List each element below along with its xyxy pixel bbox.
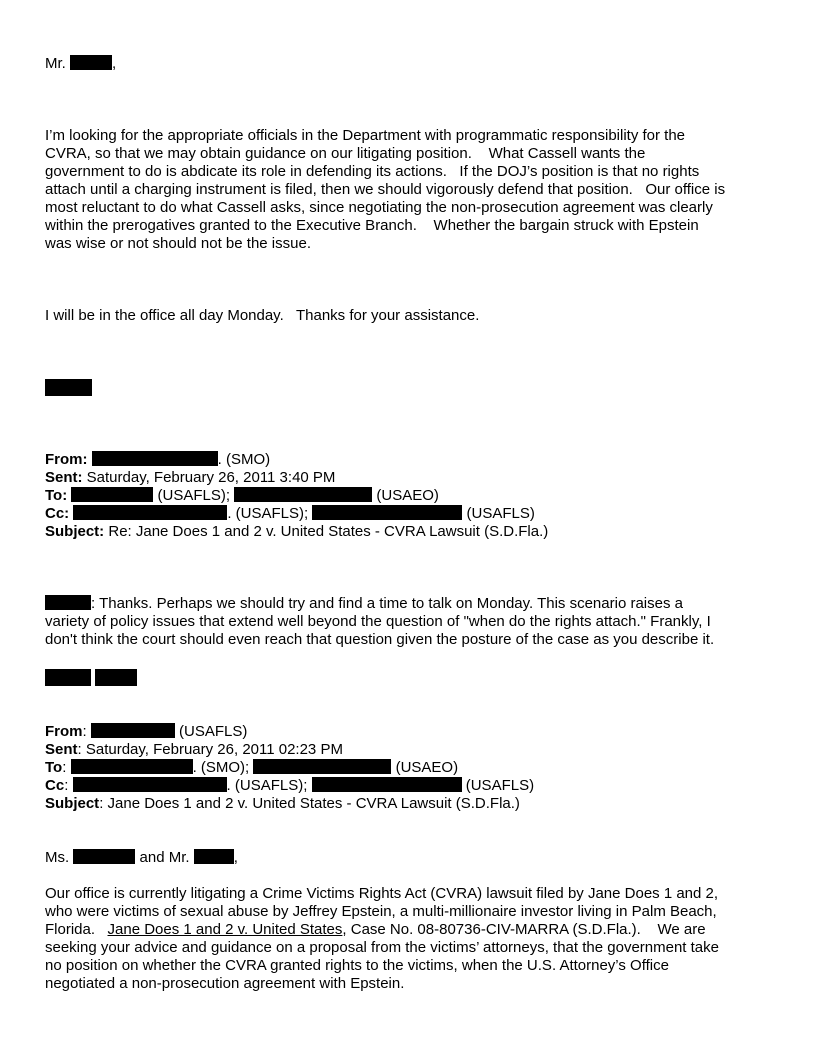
reply-line bbox=[45, 595, 683, 613]
redaction-block bbox=[91, 723, 175, 738]
body-line: I’m looking for the appropriate officials in the Department with programmatic responsibility for the bbox=[45, 127, 686, 144]
header-to bbox=[45, 759, 458, 777]
header-subject bbox=[45, 523, 548, 541]
header-from bbox=[45, 723, 247, 741]
line-prefix: Florida. bbox=[45, 921, 108, 938]
sent-label: Sent bbox=[45, 741, 78, 758]
header-cc bbox=[45, 777, 534, 795]
header-sent bbox=[45, 741, 343, 759]
salutation: Mr. bbox=[45, 55, 66, 72]
body-line: was wise or not should not be the issue. bbox=[45, 235, 311, 252]
body-line bbox=[45, 921, 706, 939]
cc-value: (USAFLS) bbox=[462, 505, 535, 522]
to-value: (USAFLS); bbox=[153, 487, 231, 504]
redaction-block bbox=[234, 487, 372, 502]
line-suffix: , Case No. 08-80736-CIV-MARRA (S.D.Fla.). We are bbox=[342, 921, 706, 938]
body-line: attach until a charging instrument is filed, then we should vigorously defend that position. Our office is bbox=[45, 181, 726, 198]
cc-value: . (USAFLS); bbox=[226, 777, 308, 794]
cc-label: Cc: bbox=[45, 505, 70, 522]
body-line: government to do is abdicate its role in defending its actions. If the DOJ’s position is that no rights bbox=[45, 163, 700, 180]
redaction-block bbox=[45, 595, 91, 610]
redaction-block bbox=[73, 777, 227, 792]
reply-line: don't think the court should even reach that question given the posture of the case as you describe it. bbox=[45, 631, 715, 648]
subject-label: Subject bbox=[45, 795, 100, 812]
redaction-block bbox=[73, 849, 135, 864]
to-label: To bbox=[45, 759, 63, 776]
redaction-block bbox=[70, 55, 112, 70]
redaction-block bbox=[312, 777, 462, 792]
colon: : bbox=[82, 723, 87, 740]
to-label: To: bbox=[45, 487, 68, 504]
redaction-block bbox=[71, 759, 193, 774]
body-line: CVRA, so that we may obtain guidance on our litigating position. What Cassell wants the bbox=[45, 145, 646, 162]
cc-value: (USAFLS) bbox=[461, 777, 535, 794]
body-line: most reluctant to do what Cassell asks, since negotiating the non-prosecution agreement was clearly bbox=[45, 199, 713, 216]
salutation: Ms. bbox=[45, 849, 70, 866]
body-line: who were victims of sexual abuse by Jeffrey Epstein, a multi-millionaire investor living in Palm Beach, bbox=[45, 903, 717, 920]
salutation-middle: and Mr. bbox=[135, 849, 190, 866]
to-value: (USAEO) bbox=[372, 487, 439, 504]
subject-value: Re: Jane Does 1 and 2 v. United States - CVRA Lawsuit (S.D.Fla.) bbox=[104, 523, 549, 540]
to-value: (USAEO) bbox=[391, 759, 459, 776]
colon: : bbox=[64, 777, 69, 794]
subject-value: : Jane Does 1 and 2 v. United States - CVRA Lawsuit (S.D.Fla.) bbox=[99, 795, 520, 812]
body-line: negotiated a non-prosecution agreement with Epstein. bbox=[45, 975, 405, 992]
redaction-block bbox=[312, 505, 462, 520]
redaction-block bbox=[92, 451, 218, 466]
salutation-comma: , bbox=[112, 55, 117, 72]
header-sent bbox=[45, 469, 335, 487]
body-line: Our office is currently litigating a Crime Victims Rights Act (CVRA) lawsuit filed by Jane Does 1 and 2, bbox=[45, 885, 719, 902]
redaction-block bbox=[71, 487, 153, 502]
redaction-block bbox=[253, 759, 391, 774]
signature-redaction bbox=[95, 669, 137, 686]
body-line: I will be in the office all day Monday. Thanks for your assistance. bbox=[45, 307, 480, 324]
reply-line: variety of policy issues that extend well beyond the question of "when do the rights attach." Frankly, I bbox=[45, 613, 711, 630]
header-subject bbox=[45, 795, 520, 813]
body-line: no position on whether the CVRA granted rights to the victims, when the U.S. Attorney’s Office bbox=[45, 957, 669, 974]
from-label: From: bbox=[45, 451, 88, 468]
to-value: . (SMO); bbox=[192, 759, 250, 776]
signature-redaction bbox=[45, 669, 91, 686]
header-cc bbox=[45, 505, 535, 523]
sent-value: Saturday, February 26, 2011 3:40 PM bbox=[82, 469, 336, 486]
from-value: (USAFLS) bbox=[174, 723, 248, 740]
case-name: Jane Does 1 and 2 v. United States bbox=[107, 921, 343, 938]
sent-value: : Saturday, February 26, 2011 02:23 PM bbox=[77, 741, 343, 758]
cc-label: Cc bbox=[45, 777, 65, 794]
cc-value: . (USAFLS); bbox=[227, 505, 309, 522]
redaction-block bbox=[194, 849, 234, 864]
colon: : bbox=[62, 759, 67, 776]
greeting-line bbox=[45, 55, 116, 73]
signature-redaction bbox=[45, 379, 92, 396]
from-value: . (SMO) bbox=[217, 451, 271, 468]
body-line: seeking your advice and guidance on a proposal from the victims’ attorneys, that the government take bbox=[45, 939, 719, 956]
greeting-line bbox=[45, 849, 238, 867]
reply-text: : Thanks. Perhaps we should try and find a time to talk on Monday. This scenario raises a bbox=[91, 595, 683, 612]
body-line: within the prerogatives granted to the Executive Branch. Whether the bargain struck with Epstein bbox=[45, 217, 699, 234]
salutation-comma: , bbox=[233, 849, 238, 866]
redaction-block bbox=[73, 505, 227, 520]
subject-label: Subject: bbox=[45, 523, 105, 540]
sent-label: Sent: bbox=[45, 469, 83, 486]
header-to bbox=[45, 487, 439, 505]
from-label: From bbox=[45, 723, 83, 740]
header-from bbox=[45, 451, 270, 469]
